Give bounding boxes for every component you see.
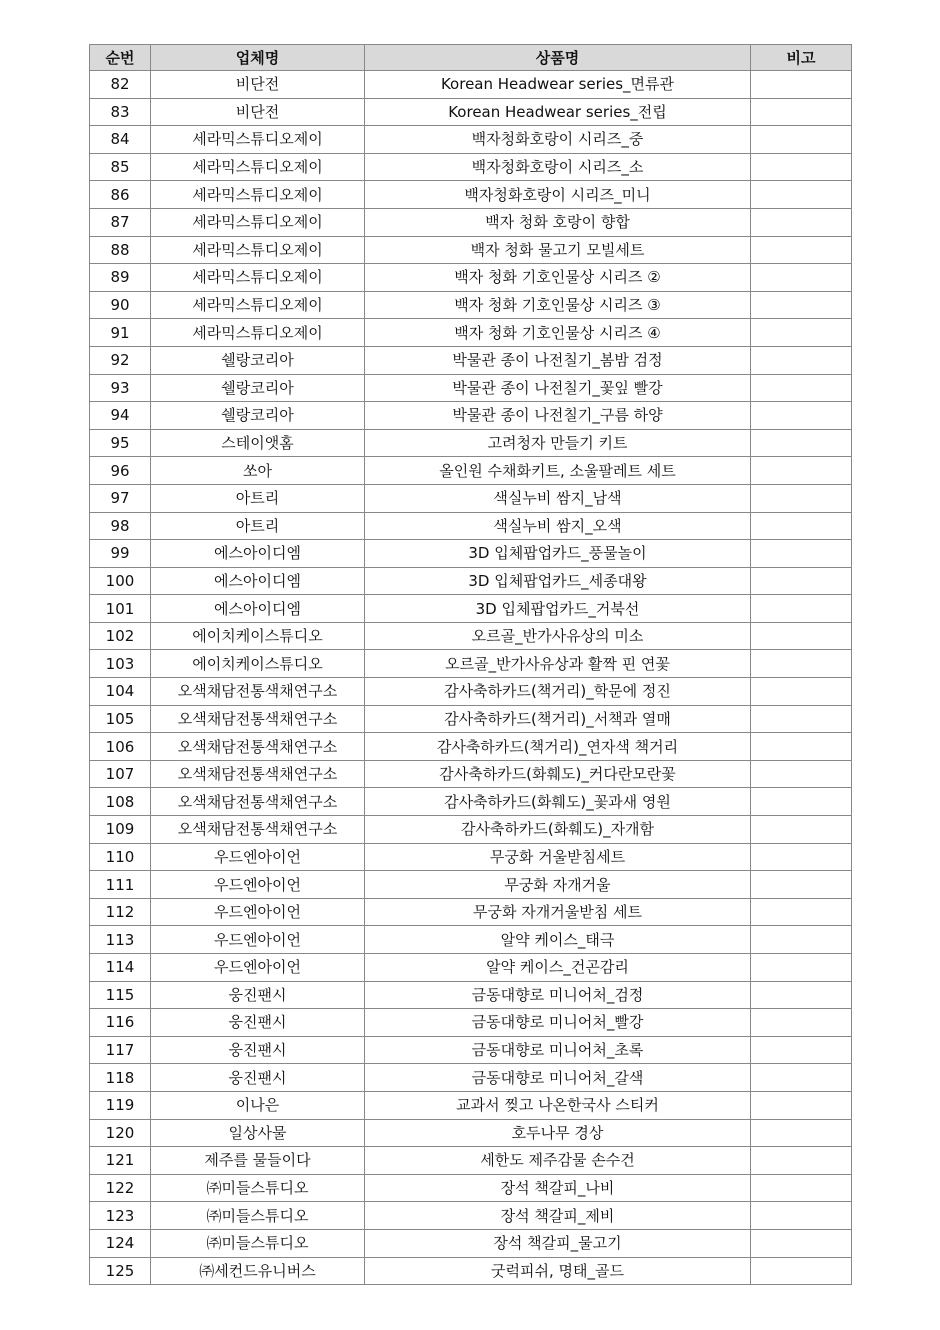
cell-remarks (751, 871, 852, 899)
cell-remarks (751, 429, 852, 457)
cell-number: 121 (90, 1147, 151, 1175)
cell-company: 세라믹스튜디오제이 (151, 319, 365, 347)
table-row (90, 457, 852, 485)
cell-product: 오르골_반가사유상과 활짝 핀 연꽃 (365, 650, 751, 678)
cell-number: 123 (90, 1202, 151, 1230)
table-row (90, 954, 852, 982)
cell-remarks (751, 1119, 852, 1147)
cell-number: 112 (90, 898, 151, 926)
cell-company: 오색채담전통색채연구소 (151, 678, 365, 706)
cell-number: 120 (90, 1119, 151, 1147)
cell-company: 쉘랑코리아 (151, 374, 365, 402)
table-row (90, 678, 852, 706)
cell-number: 83 (90, 98, 151, 126)
cell-company: 비단전 (151, 71, 365, 99)
cell-product: 장석 책갈피_물고기 (365, 1229, 751, 1257)
cell-number: 117 (90, 1036, 151, 1064)
table-row (90, 595, 852, 623)
table-row (90, 650, 852, 678)
cell-remarks (751, 346, 852, 374)
cell-company: ㈜미들스튜디오 (151, 1229, 365, 1257)
cell-company: ㈜미들스튜디오 (151, 1202, 365, 1230)
cell-product: 박물관 종이 나전칠기_봄밤 검정 (365, 346, 751, 374)
cell-number: 95 (90, 429, 151, 457)
cell-number: 100 (90, 567, 151, 595)
cell-product: 올인원 수채화키트, 소울팔레트 세트 (365, 457, 751, 485)
table-row (90, 512, 852, 540)
cell-company: 웅진팬시 (151, 1036, 365, 1064)
cell-remarks (751, 98, 852, 126)
cell-company: 에스아이디엠 (151, 595, 365, 623)
table-row (90, 816, 852, 844)
table-row (90, 484, 852, 512)
product-table (89, 44, 852, 1285)
cell-product: 금동대향로 미니어처_초록 (365, 1036, 751, 1064)
cell-product: 백자청화호랑이 시리즈_소 (365, 153, 751, 181)
cell-product: Korean Headwear series_전립 (365, 98, 751, 126)
cell-number: 97 (90, 484, 151, 512)
cell-number: 111 (90, 871, 151, 899)
table-row (90, 705, 852, 733)
cell-company: 세라믹스튜디오제이 (151, 208, 365, 236)
cell-remarks (751, 402, 852, 430)
cell-number: 82 (90, 71, 151, 99)
cell-product: 3D 입체팝업카드_세종대왕 (365, 567, 751, 595)
cell-remarks (751, 843, 852, 871)
table-row (90, 926, 852, 954)
cell-remarks (751, 1009, 852, 1037)
table-row (90, 733, 852, 761)
cell-remarks (751, 512, 852, 540)
cell-remarks (751, 153, 852, 181)
table-row (90, 181, 852, 209)
cell-company: 웅진팬시 (151, 1064, 365, 1092)
cell-company: 쏘아 (151, 457, 365, 485)
table-row (90, 843, 852, 871)
cell-number: 102 (90, 622, 151, 650)
cell-product: 감사축하카드(화훼도)_꽃과새 영원 (365, 788, 751, 816)
cell-product: 호두나무 경상 (365, 1119, 751, 1147)
cell-company: 에이치케이스튜디오 (151, 622, 365, 650)
cell-product: 백자청화호랑이 시리즈_미니 (365, 181, 751, 209)
cell-product: 감사축하카드(화훼도)_커다란모란꽃 (365, 760, 751, 788)
cell-company: 우드엔아이언 (151, 926, 365, 954)
cell-remarks (751, 898, 852, 926)
table-row (90, 981, 852, 1009)
cell-remarks (751, 1091, 852, 1119)
cell-remarks (751, 1202, 852, 1230)
cell-product: 백자 청화 기호인물상 시리즈 ④ (365, 319, 751, 347)
cell-product: 색실누비 쌈지_오색 (365, 512, 751, 540)
table-row (90, 898, 852, 926)
cell-company: 이나은 (151, 1091, 365, 1119)
table-row (90, 788, 852, 816)
header-row (90, 45, 852, 71)
cell-number: 115 (90, 981, 151, 1009)
cell-company: 세라믹스튜디오제이 (151, 236, 365, 264)
cell-product: 무궁화 거울받침세트 (365, 843, 751, 871)
cell-company: 우드엔아이언 (151, 843, 365, 871)
cell-number: 113 (90, 926, 151, 954)
cell-remarks (751, 733, 852, 761)
cell-number: 96 (90, 457, 151, 485)
cell-remarks (751, 788, 852, 816)
cell-company: 오색채담전통색채연구소 (151, 760, 365, 788)
cell-product: 백자청화호랑이 시리즈_중 (365, 126, 751, 154)
cell-number: 122 (90, 1174, 151, 1202)
cell-remarks (751, 1036, 852, 1064)
cell-company: 스테이앳홈 (151, 429, 365, 457)
table-row (90, 1064, 852, 1092)
cell-remarks (751, 457, 852, 485)
cell-number: 92 (90, 346, 151, 374)
cell-number: 105 (90, 705, 151, 733)
cell-remarks (751, 705, 852, 733)
cell-product: 세한도 제주감물 손수건 (365, 1147, 751, 1175)
cell-company: 에스아이디엠 (151, 567, 365, 595)
cell-remarks (751, 1229, 852, 1257)
cell-number: 87 (90, 208, 151, 236)
cell-company: 비단전 (151, 98, 365, 126)
cell-company: 우드엔아이언 (151, 898, 365, 926)
cell-remarks (751, 1147, 852, 1175)
cell-company: 쉘랑코리아 (151, 402, 365, 430)
cell-remarks (751, 1257, 852, 1285)
cell-number: 114 (90, 954, 151, 982)
cell-remarks (751, 1174, 852, 1202)
cell-number: 103 (90, 650, 151, 678)
cell-number: 118 (90, 1064, 151, 1092)
table-row (90, 98, 852, 126)
cell-product: 장석 책갈피_나비 (365, 1174, 751, 1202)
table-row (90, 1202, 852, 1230)
table-row (90, 622, 852, 650)
cell-product: 장석 책갈피_제비 (365, 1202, 751, 1230)
cell-remarks (751, 126, 852, 154)
cell-company: 웅진팬시 (151, 981, 365, 1009)
table-row (90, 1257, 852, 1285)
cell-remarks (751, 264, 852, 292)
cell-product: 알약 케이스_건곤감리 (365, 954, 751, 982)
cell-number: 89 (90, 264, 151, 292)
cell-remarks (751, 567, 852, 595)
cell-company: 쉘랑코리아 (151, 346, 365, 374)
cell-number: 93 (90, 374, 151, 402)
cell-remarks (751, 678, 852, 706)
table-row (90, 1091, 852, 1119)
cell-product: 굿럭피쉬, 명태_골드 (365, 1257, 751, 1285)
table-row (90, 71, 852, 99)
cell-product: 금동대향로 미니어처_갈색 (365, 1064, 751, 1092)
cell-number: 108 (90, 788, 151, 816)
cell-remarks (751, 71, 852, 99)
cell-company: 세라믹스튜디오제이 (151, 153, 365, 181)
cell-product: 오르골_반가사유상의 미소 (365, 622, 751, 650)
cell-company: 오색채담전통색채연구소 (151, 705, 365, 733)
cell-number: 91 (90, 319, 151, 347)
cell-number: 98 (90, 512, 151, 540)
header-company: 업체명 (151, 45, 365, 71)
cell-product: 무궁화 자개거울받침 세트 (365, 898, 751, 926)
cell-product: 색실누비 쌈지_남색 (365, 484, 751, 512)
cell-company: 우드엔아이언 (151, 954, 365, 982)
cell-remarks (751, 319, 852, 347)
table-row (90, 1036, 852, 1064)
table-row (90, 374, 852, 402)
cell-company: 에스아이디엠 (151, 540, 365, 568)
table-row (90, 1229, 852, 1257)
cell-number: 88 (90, 236, 151, 264)
cell-number: 124 (90, 1229, 151, 1257)
cell-number: 119 (90, 1091, 151, 1119)
cell-number: 125 (90, 1257, 151, 1285)
cell-company: 세라믹스튜디오제이 (151, 181, 365, 209)
cell-product: 알약 케이스_태극 (365, 926, 751, 954)
cell-remarks (751, 291, 852, 319)
table-row (90, 1147, 852, 1175)
table-row (90, 1119, 852, 1147)
cell-product: 박물관 종이 나전칠기_구름 하양 (365, 402, 751, 430)
table-row (90, 567, 852, 595)
cell-number: 101 (90, 595, 151, 623)
header-remarks: 비고 (751, 45, 852, 71)
table-row (90, 236, 852, 264)
cell-remarks (751, 816, 852, 844)
table-row (90, 760, 852, 788)
cell-company: 웅진팬시 (151, 1009, 365, 1037)
cell-product: 금동대향로 미니어처_빨강 (365, 1009, 751, 1037)
cell-company: 일상사물 (151, 1119, 365, 1147)
cell-product: 고려청자 만들기 키트 (365, 429, 751, 457)
cell-company: 아트리 (151, 484, 365, 512)
cell-remarks (751, 926, 852, 954)
cell-remarks (751, 981, 852, 1009)
table-row (90, 540, 852, 568)
cell-number: 109 (90, 816, 151, 844)
cell-product: 백자 청화 물고기 모빌세트 (365, 236, 751, 264)
table-row (90, 264, 852, 292)
cell-product: 감사축하카드(책거리)_연자색 책거리 (365, 733, 751, 761)
cell-number: 106 (90, 733, 151, 761)
cell-remarks (751, 236, 852, 264)
cell-product: 백자 청화 기호인물상 시리즈 ③ (365, 291, 751, 319)
cell-product: 감사축하카드(책거리)_학문에 정진 (365, 678, 751, 706)
table-row (90, 346, 852, 374)
cell-number: 86 (90, 181, 151, 209)
cell-product: 백자 청화 호랑이 향합 (365, 208, 751, 236)
cell-company: 오색채담전통색채연구소 (151, 816, 365, 844)
cell-company: ㈜미들스튜디오 (151, 1174, 365, 1202)
cell-company: 에이치케이스튜디오 (151, 650, 365, 678)
cell-product: 교과서 찢고 나온한국사 스티커 (365, 1091, 751, 1119)
cell-product: Korean Headwear series_면류관 (365, 71, 751, 99)
table-row (90, 1174, 852, 1202)
table-row (90, 871, 852, 899)
cell-product: 박물관 종이 나전칠기_꽃잎 빨강 (365, 374, 751, 402)
cell-product: 백자 청화 기호인물상 시리즈 ② (365, 264, 751, 292)
cell-number: 90 (90, 291, 151, 319)
table-row (90, 208, 852, 236)
cell-remarks (751, 181, 852, 209)
cell-remarks (751, 954, 852, 982)
cell-remarks (751, 208, 852, 236)
cell-number: 94 (90, 402, 151, 430)
header-number: 순번 (90, 45, 151, 71)
cell-number: 116 (90, 1009, 151, 1037)
cell-number: 104 (90, 678, 151, 706)
cell-company: 오색채담전통색채연구소 (151, 788, 365, 816)
cell-remarks (751, 484, 852, 512)
cell-product: 무궁화 자개거울 (365, 871, 751, 899)
cell-company: 우드엔아이언 (151, 871, 365, 899)
cell-remarks (751, 374, 852, 402)
table-body (90, 71, 852, 1285)
cell-remarks (751, 1064, 852, 1092)
cell-remarks (751, 595, 852, 623)
table-row (90, 153, 852, 181)
cell-product: 3D 입체팝업카드_거북선 (365, 595, 751, 623)
cell-number: 84 (90, 126, 151, 154)
cell-company: 오색채담전통색채연구소 (151, 733, 365, 761)
cell-product: 금동대향로 미니어처_검정 (365, 981, 751, 1009)
cell-product: 감사축하카드(책거리)_서책과 열매 (365, 705, 751, 733)
table-row (90, 429, 852, 457)
cell-company: ㈜세컨드유니버스 (151, 1257, 365, 1285)
cell-company: 세라믹스튜디오제이 (151, 291, 365, 319)
table-row (90, 126, 852, 154)
table-row (90, 1009, 852, 1037)
cell-number: 110 (90, 843, 151, 871)
cell-remarks (751, 622, 852, 650)
cell-product: 3D 입체팝업카드_풍물놀이 (365, 540, 751, 568)
cell-remarks (751, 760, 852, 788)
cell-number: 85 (90, 153, 151, 181)
table-row (90, 291, 852, 319)
cell-company: 세라믹스튜디오제이 (151, 264, 365, 292)
cell-remarks (751, 540, 852, 568)
cell-company: 세라믹스튜디오제이 (151, 126, 365, 154)
header-product: 상품명 (365, 45, 751, 71)
cell-company: 제주를 물들이다 (151, 1147, 365, 1175)
cell-remarks (751, 650, 852, 678)
cell-number: 99 (90, 540, 151, 568)
table-row (90, 402, 852, 430)
table-row (90, 319, 852, 347)
cell-number: 107 (90, 760, 151, 788)
cell-product: 감사축하카드(화훼도)_자개함 (365, 816, 751, 844)
cell-company: 아트리 (151, 512, 365, 540)
